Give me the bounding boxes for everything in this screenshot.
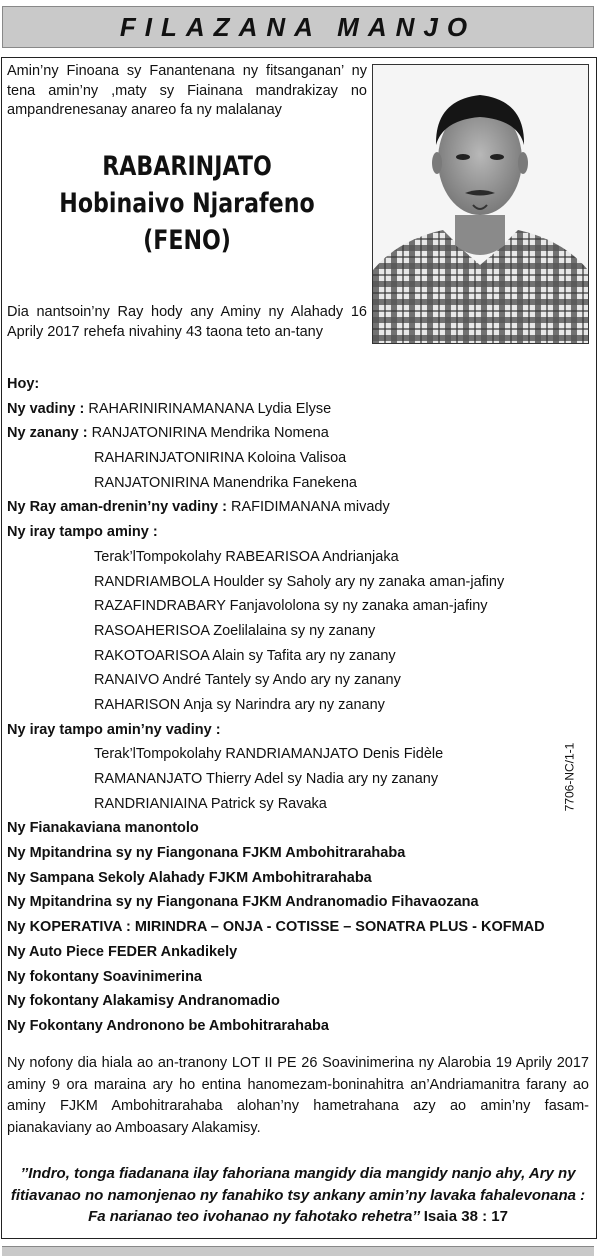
burial-notice: Ny nofony dia hiala ao an-tranony LOT II PE 26 Soavinimerina ny Alarobia 19 Aprily 2017 aminy 9 ora maraina ary ho entina hanomezam-boninahitra an’Andriamanitra farany ao aminy FJKM Ambohitrarahaba alohan’ny hametrahana azy ao amin’ny fasam-pianakaviany ao Amboasary Alakamisy. <box>7 1055 589 1136</box>
page-title: FILAZANA MANJO <box>119 12 477 42</box>
deceased-surname: RABARINJATO <box>102 151 272 182</box>
death-notice: Dia nantsoin’ny Ray hody any Aminy ny Alahady 16 Aprily 2017 rehefa nivahiny 43 taona teto an-tany <box>7 304 367 340</box>
in-law-row <box>7 495 592 520</box>
organization-item: Ny Fokontany Andronono be Ambohitrarahaba <box>7 1017 329 1034</box>
portrait-photo-icon <box>373 65 588 343</box>
wife-label: Ny vadiny : <box>7 400 85 417</box>
verse-reference: Isaia 38 : 17 <box>423 1208 508 1225</box>
sibling-name: RAHARISON Anja sy Narindra ary ny zanany <box>94 696 385 713</box>
wife-siblings-label: Ny iray tampo amin’ny vadiny : <box>7 721 221 738</box>
intro-text: Amin’ny Finoana sy Fanantenana ny fitsanganan’ ny tena amin’ny ,maty sy Fiainana mandrakizay no ampandrenesanay anareo fa ny malalanay <box>7 63 367 118</box>
verse-text: ’’Indro, tonga fiadanana ilay fahoriana mangidy dia mangidy nanjo ahy, Ary ny fitiavanao no namonjenao ny fanahiko tsy ankany amin’ny lavaka fahalevonana : Fa narianao teo ivohanao ny fahotako rehetra’’ <box>10 1165 586 1225</box>
organization-item: Ny Mpitandrina sy ny Fiangonana FJKM Andranomadio Fihavaozana <box>7 894 479 911</box>
children-label: Ny zanany : <box>7 425 88 442</box>
organization-item: Ny KOPERATIVA : MIRINDRA – ONJA - COTISSE – SONATRA PLUS - KOFMAD <box>7 919 545 936</box>
wife-sibling-name: RANDRIANIAINA Patrick sy Ravaka <box>94 795 327 812</box>
children-row <box>7 421 592 446</box>
sibling-name: RAKOTOARISOA Alain sy Tafita ary ny zanany <box>94 647 396 664</box>
child-name: RANJATONIRINA Mendrika Nomena <box>91 425 329 442</box>
deceased-nickname: (FENO) <box>143 225 231 256</box>
deceased-given-names: Hobinaivo Njarafeno <box>59 188 315 219</box>
sibling-name: RAZAFINDRABARY Fanjavololona sy ny zanaka aman-jafiny <box>94 598 488 615</box>
wife-sibling-name: RAMANANJATO Thierry Adel sy Nadia ary ny zanany <box>94 771 439 787</box>
hoy-label: Hoy: <box>7 376 40 392</box>
child-name: RAHARINJATONIRINA Koloina Valisoa <box>94 450 347 467</box>
in-law-name: RAFIDIMANANA mivady <box>231 499 390 516</box>
wife-row <box>7 397 592 422</box>
organization-item: Ny fokontany Soavinimerina <box>7 968 202 985</box>
reference-code: 7706-NC/1-1 <box>562 742 577 812</box>
wife-name: RAHARINIRINAMANANA Lydia Elyse <box>88 400 332 417</box>
child-name: RANJATONIRINA Manendrika Fanekena <box>94 474 357 491</box>
sibling-name: RANAIVO André Tantely sy Ando ary ny zanany <box>94 672 401 689</box>
siblings-label: Ny iray tampo aminy : <box>7 524 158 541</box>
header-bar <box>2 6 594 48</box>
family-list <box>7 372 592 1039</box>
sibling-name: Terak’lTompokolahy RABEARISOA Andrianjaka <box>94 548 399 565</box>
deceased-name-block <box>7 148 367 259</box>
organization-item: Ny Fianakaviana manontolo <box>7 820 199 837</box>
reference-code-box <box>563 735 593 825</box>
in-law-label: Ny Ray aman-drenin’ny vadiny : <box>7 499 227 516</box>
organization-item: Ny Auto Piece FEDER Ankadikely <box>7 943 238 960</box>
bible-verse <box>7 1163 589 1228</box>
organization-item: Ny Mpitandrina sy ny Fiangonana FJKM Ambohitrarahaba <box>7 845 406 862</box>
sibling-name: RANDRIAMBOLA Houlder sy Saholy ary ny zanaka aman-jafiny <box>94 573 505 590</box>
organization-item: Ny fokontany Alakamisy Andranomadio <box>7 993 280 1010</box>
organization-item: Ny Sampana Sekoly Alahady FJKM Ambohitrarahaba <box>7 869 372 886</box>
wife-sibling-name: Terak’lTompokolahy RANDRIAMANJATO Denis Fidèle <box>94 746 444 763</box>
deceased-photo <box>372 64 589 344</box>
sibling-name: RASOAHERISOA Zoelilalaina sy ny zanany <box>94 622 376 639</box>
